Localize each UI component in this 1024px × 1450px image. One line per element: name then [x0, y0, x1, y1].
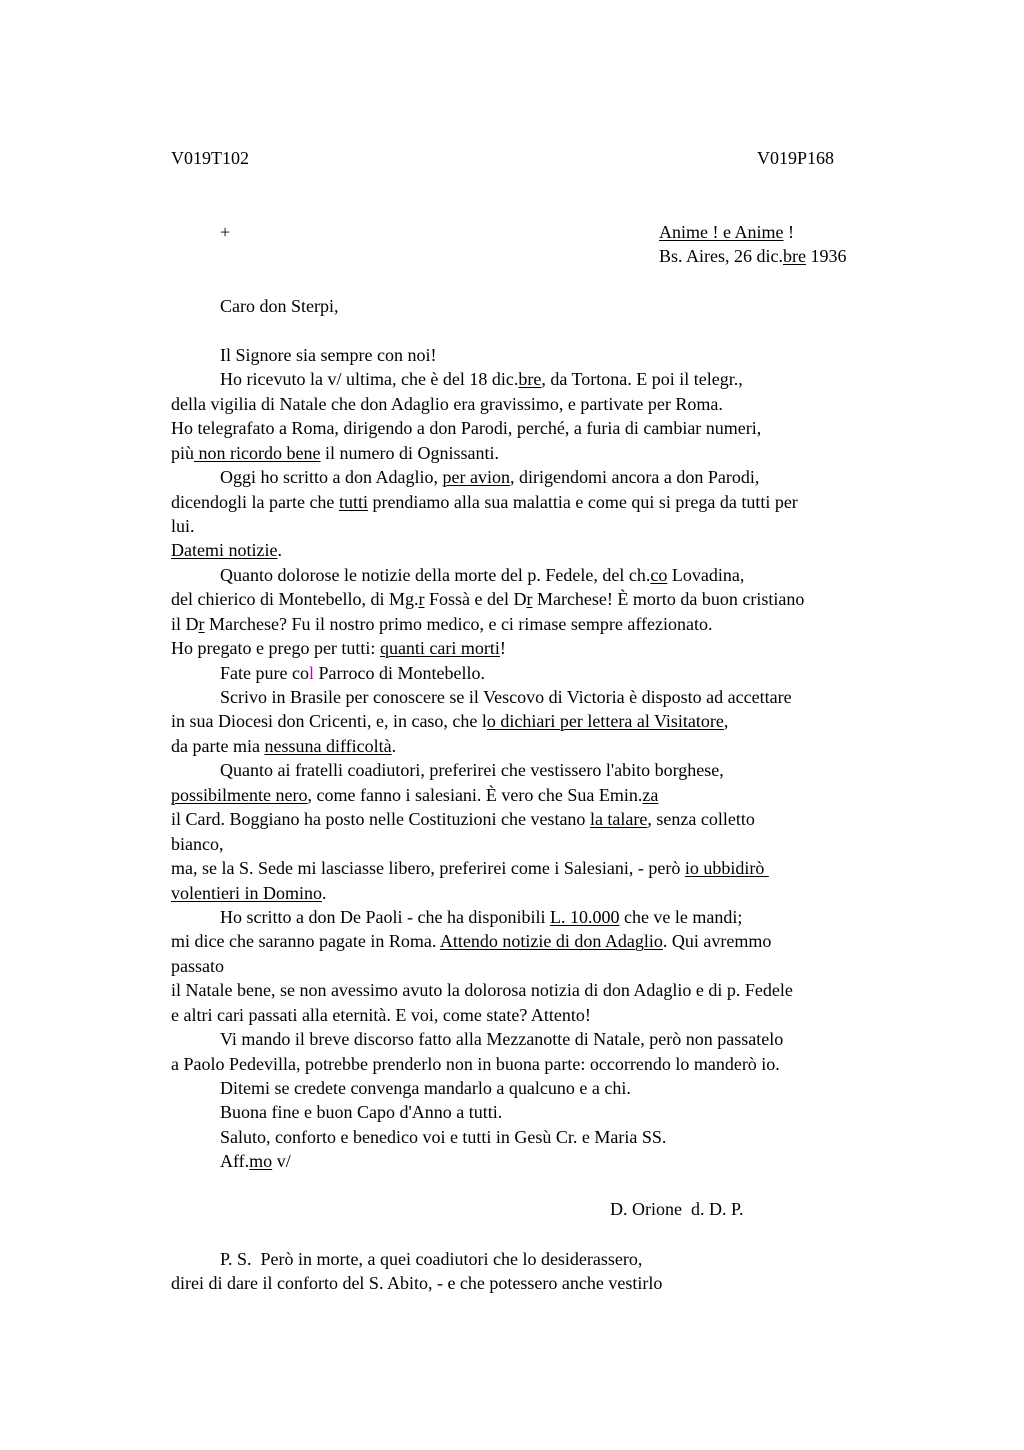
underlined-text: r: [526, 589, 533, 609]
body-line: [171, 638, 506, 658]
cross-mark: +: [220, 222, 231, 242]
postscript-line: direi di dare il conforto del S. Abito, - e che potessero anche vestirlo: [171, 1273, 663, 1293]
body-line: e altri cari passati alla eternità. E voi, come state? Attento!: [171, 1005, 591, 1025]
text: v/: [272, 1151, 291, 1171]
body-line: Il Signore sia sempre con noi!: [220, 345, 437, 365]
body-line: bianco,: [171, 834, 224, 854]
body-line: Vi mando il breve discorso fatto alla Mezzanotte di Natale, però non passatelo: [220, 1029, 784, 1049]
text: ,: [723, 711, 729, 731]
text: del chierico di Montebello, di Mg.: [171, 589, 419, 609]
text: .: [391, 736, 397, 756]
body-line: [171, 589, 804, 609]
underlined-text: mo: [249, 1151, 273, 1171]
text: .: [277, 540, 282, 560]
body-line: [220, 663, 485, 683]
signature: D. Orione d. D. P.: [610, 1199, 744, 1219]
underlined-text: o dichiari per lettera al Visitatore: [486, 711, 724, 731]
body-line: Ditemi se credete convenga mandarlo a qualcuno e a chi.: [220, 1078, 631, 1098]
text: Ho pregato e prego per tutti:: [171, 638, 380, 658]
underlined-text: r: [198, 614, 205, 634]
text: Ho scritto a don De Paoli - che ha disponibili: [220, 907, 550, 927]
underlined-text: r: [418, 589, 425, 609]
text: Quanto dolorose le notizie della morte del p. Fedele, del ch.: [220, 565, 651, 585]
salutation: Caro don Sterpi,: [220, 296, 339, 316]
body-line: [220, 1151, 291, 1171]
text: il numero di Ognissanti.: [320, 443, 499, 463]
text: Marchese! È morto da buon cristiano: [532, 589, 805, 609]
text: mi dice che saranno pagate in Roma.: [171, 931, 440, 951]
underlined-text: non ricordo bene: [194, 443, 321, 463]
body-line: [171, 443, 499, 463]
text: dicendogli la parte che: [171, 492, 339, 512]
underlined-text: Attendo notizie di don Adaglio: [439, 931, 663, 951]
underlined-text: nessuna difficoltà: [264, 736, 392, 756]
body-line: [220, 369, 743, 389]
body-line: [171, 614, 713, 634]
text: .: [321, 883, 327, 903]
underlined-text: co: [650, 565, 668, 585]
underlined-text: Datemi notizie: [171, 540, 278, 560]
text: prendiamo alla sua malattia e come qui si prega da tutti per: [367, 492, 798, 512]
text: , da Tortona. E poi il telegr.,: [541, 369, 743, 389]
text: Parroco di Montebello.: [313, 663, 485, 683]
body-line: passato: [171, 956, 224, 976]
text: il D: [171, 614, 199, 634]
text: il Card. Boggiano ha posto nelle Costituzioni che vestano: [171, 809, 590, 829]
text: Oggi ho scritto a don Adaglio,: [220, 467, 443, 487]
body-line: [171, 931, 771, 951]
place-date-text: Bs. Aires, 26 dic.: [659, 246, 783, 266]
body-line: [220, 565, 744, 585]
place-date-year: 1936: [805, 246, 847, 266]
document-code-left: V019T102: [171, 148, 249, 168]
underlined-text: io ubbidirò: [684, 858, 769, 878]
motto: [659, 222, 794, 242]
text: che ve le mandi;: [619, 907, 743, 927]
postscript-line: P. S. Però in morte, a quei coadiutori che lo desiderassero,: [220, 1249, 643, 1269]
text: Marchese? Fu il nostro primo medico, e ci rimase sempre affezionato.: [204, 614, 713, 634]
underlined-text: bre: [518, 369, 542, 389]
underlined-text: za: [642, 785, 659, 805]
underlined-text: possibilmente nero: [171, 785, 308, 805]
body-line: Scrivo in Brasile per conoscere se il Vescovo di Victoria è disposto ad accettare: [220, 687, 792, 707]
body-line: Saluto, conforto e benedico voi e tutti in Gesù Cr. e Maria SS.: [220, 1127, 667, 1147]
body-line: Ho telegrafato a Roma, dirigendo a don Parodi, perché, a furia di cambiar numeri,: [171, 418, 762, 438]
body-line: [220, 467, 759, 487]
body-line: il Natale bene, se non avessimo avuto la dolorosa notizia di don Adaglio e di p. Fedele: [171, 980, 793, 1000]
body-line: [171, 711, 728, 731]
text: Fossà e del D: [424, 589, 527, 609]
body-line: [171, 883, 326, 903]
underlined-text: per avion: [442, 467, 510, 487]
body-line: [171, 809, 755, 829]
body-line: [220, 907, 742, 927]
body-line: Quanto ai fratelli coadiutori, preferirei che vestissero l'abito borghese,: [220, 760, 724, 780]
body-line: [171, 540, 282, 560]
underlined-text: tutti: [338, 492, 368, 512]
text: Lovadina,: [667, 565, 745, 585]
body-line: lui.: [171, 516, 195, 536]
body-line: [171, 858, 769, 878]
text: . Qui avremmo: [662, 931, 772, 951]
underlined-text: la talare: [589, 809, 648, 829]
text: !: [499, 638, 506, 658]
text: Aff.: [220, 1151, 250, 1171]
text: in sua Diocesi don Cricenti, e, in caso, che l: [171, 711, 487, 731]
text: Fate pure co: [220, 663, 309, 683]
highlighted-letter: l: [308, 663, 314, 683]
underlined-text: L. 10.000: [549, 907, 620, 927]
document-code-right: V019P168: [757, 148, 835, 168]
text: , senza colletto: [647, 809, 755, 829]
text: da parte mia: [171, 736, 265, 756]
motto-end: !: [783, 222, 794, 242]
underlined-text: quanti cari morti: [379, 638, 500, 658]
body-line: della vigilia di Natale che don Adaglio era gravissimo, e partivate per Roma.: [171, 394, 723, 414]
text: più: [171, 443, 195, 463]
body-line: [171, 785, 658, 805]
text: Ho ricevuto la v/ ultima, che è del 18 dic.: [220, 369, 519, 389]
body-line: a Paolo Pedevilla, potrebbe prenderlo non in buona parte: occorrendo lo manderò io.: [171, 1054, 780, 1074]
body-line: [171, 736, 396, 756]
place-date: [659, 246, 846, 266]
text: , dirigendomi ancora a don Parodi,: [509, 467, 760, 487]
underlined-text: volentieri in Domino: [171, 883, 322, 903]
text: ma, se la S. Sede mi lasciasse libero, preferirei come i Salesiani, - però: [171, 858, 685, 878]
motto-underlined: Anime ! e Anime: [659, 222, 784, 242]
body-line: [171, 492, 798, 512]
text: , come fanno i salesiani. È vero che Sua Emin.: [307, 785, 643, 805]
place-date-abbrev: bre: [783, 246, 806, 266]
body-line: Buona fine e buon Capo d'Anno a tutti.: [220, 1102, 503, 1122]
